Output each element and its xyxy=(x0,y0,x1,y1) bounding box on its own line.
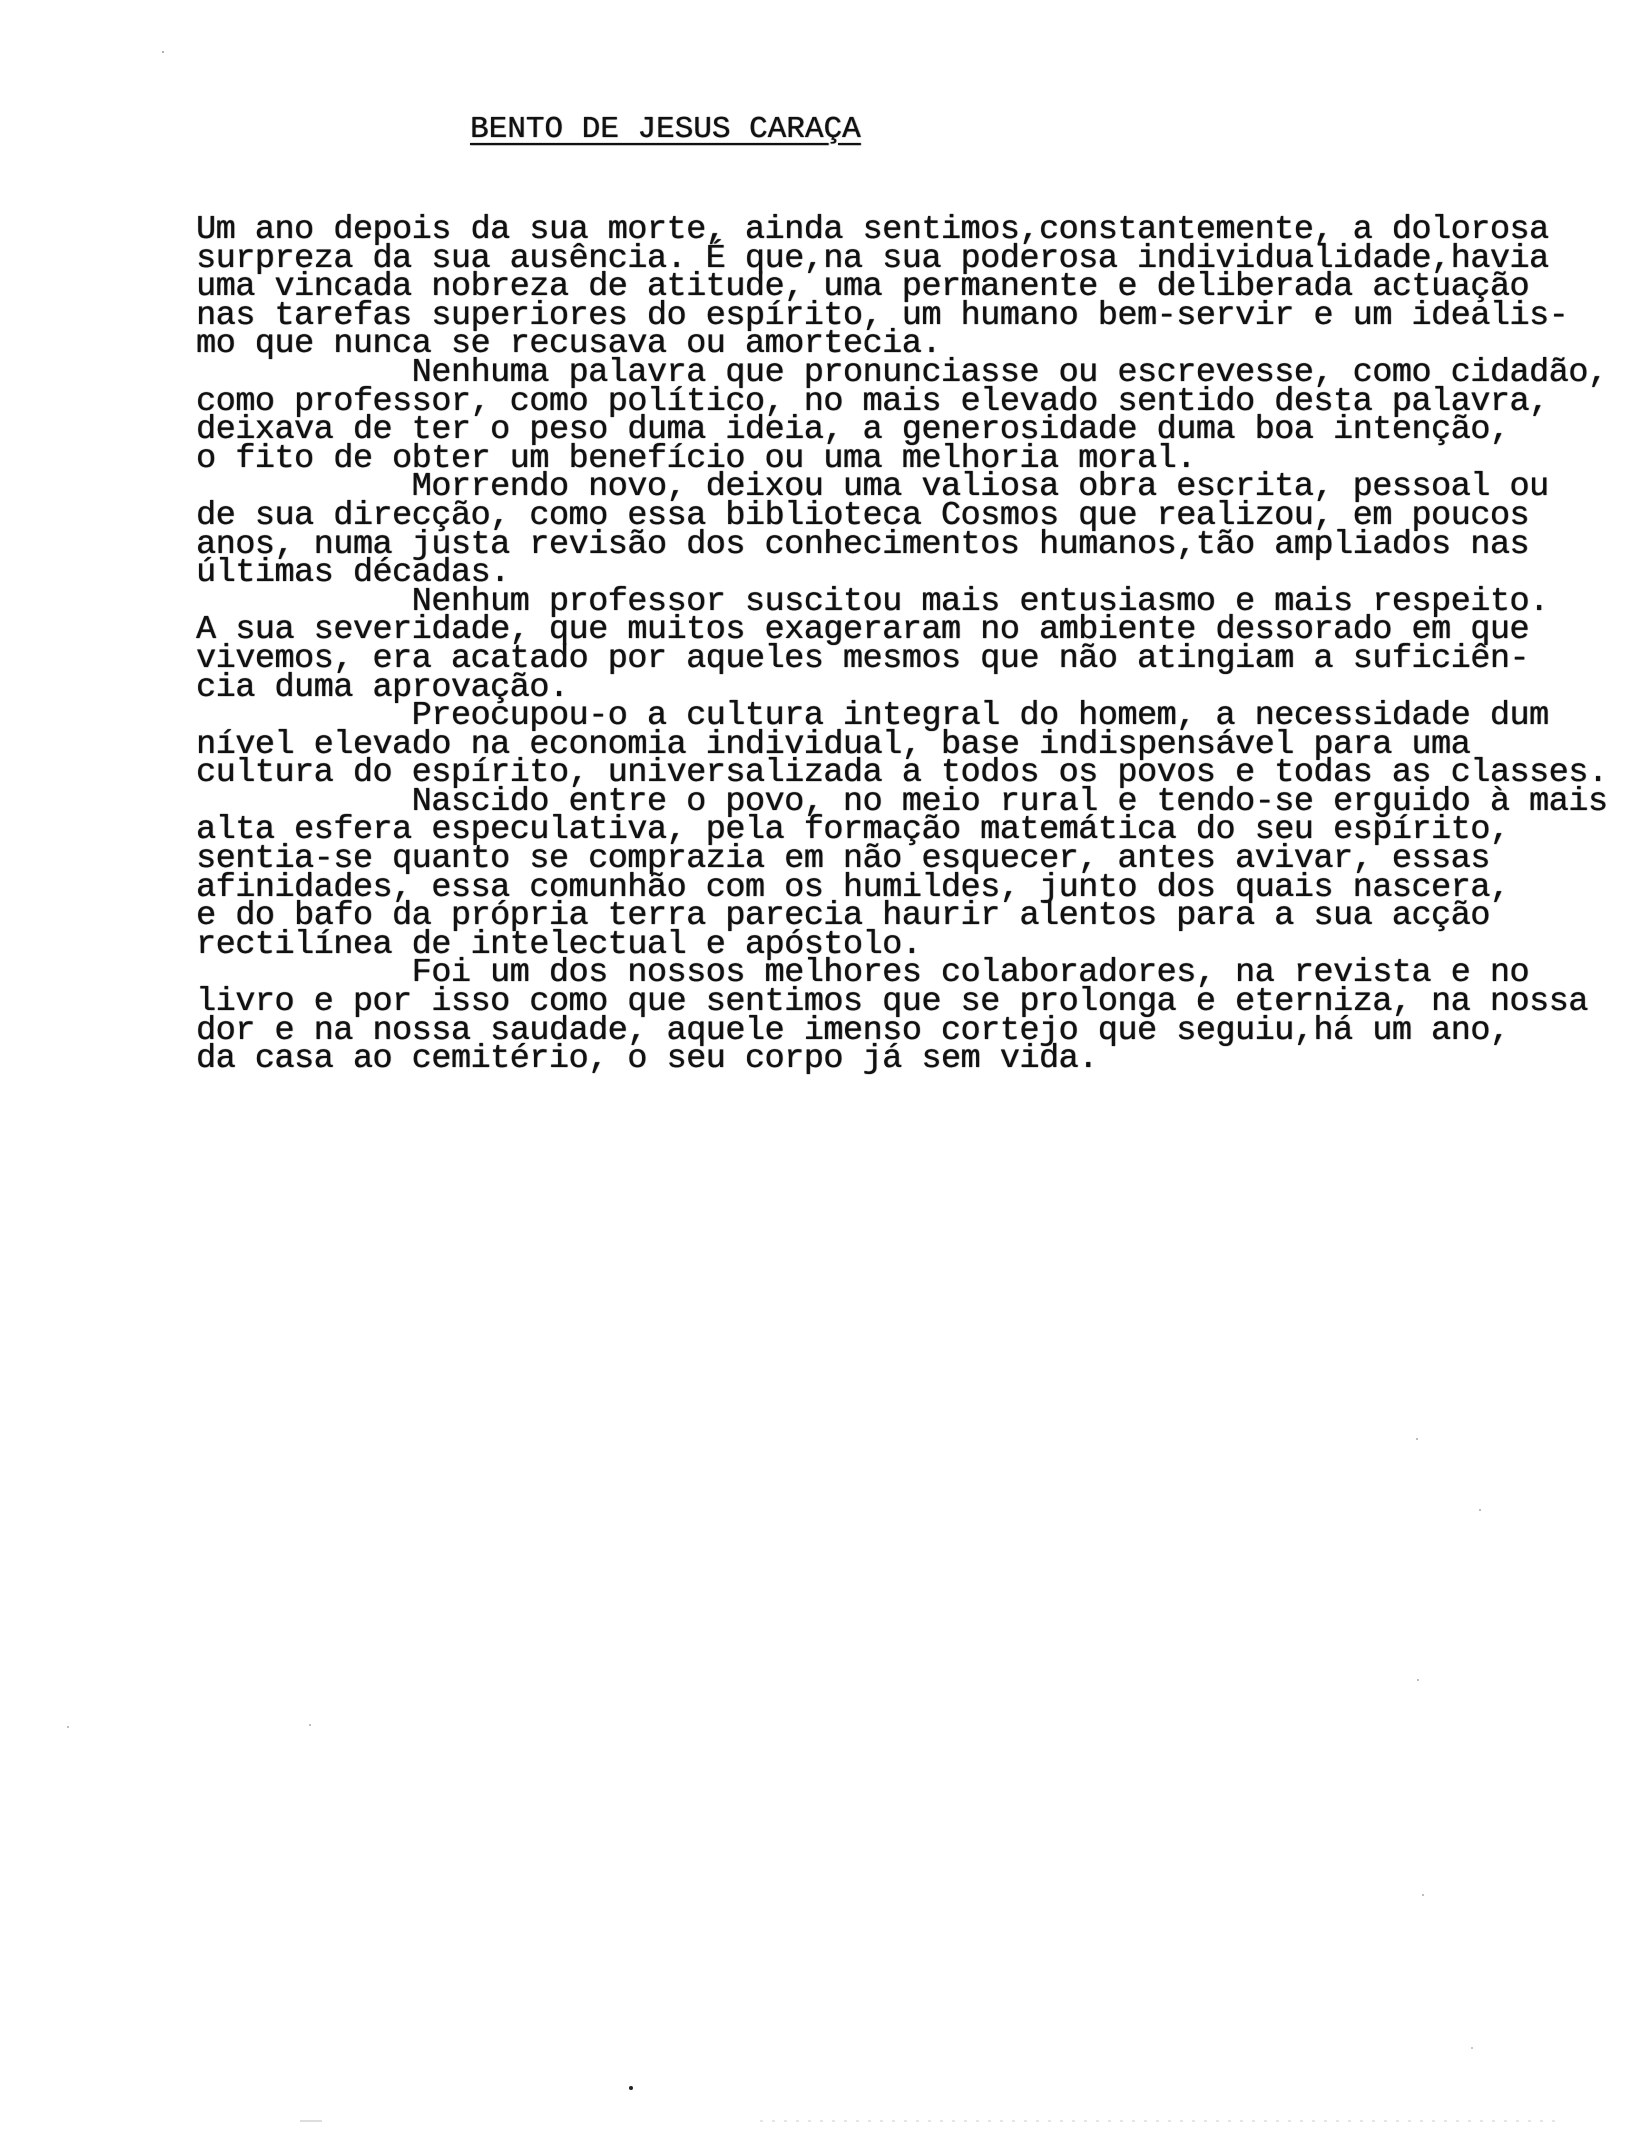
text-line-6: Nenhuma palavra que pronunciasse ou escrevesse, como cidadão, xyxy=(196,353,1608,392)
text-line-10: Morrendo novo, deixou uma valiosa obra escrita, pessoal ou xyxy=(196,468,1549,507)
text-line-14: Nenhum professor suscitou mais entusiasmo e mais respeito. xyxy=(196,582,1549,621)
text-line-25: e do bafo da própria terra parecia haurir alentos para a sua acção xyxy=(196,897,1490,936)
text-line-9: o fito de obter um benefício ou uma melhoria moral. xyxy=(196,439,1196,478)
text-line-22: alta esfera especulativa, pela formação matemática do seu espírito, xyxy=(196,811,1510,850)
text-line-28: livro e por isso como que sentimos que se prolonga e eterniza, na nossa xyxy=(196,983,1588,1022)
document-title: BENTO DE JESUS CARAÇA xyxy=(470,112,861,147)
text-line-24: afinidades, essa comunhão com os humildes, junto dos quais nascera, xyxy=(196,868,1510,907)
text-line-18: Preocupou-o a cultura integral do homem, a necessidade dum xyxy=(196,697,1549,736)
text-line-29: dor e na nossa saudade, aquele imenso cortejo que seguiu,há um ano, xyxy=(196,1011,1510,1050)
text-line-5: mo que nunca se recusava ou amortecia. xyxy=(196,325,941,364)
text-line-2: surpreza da sua ausência. É que,na sua poderosa individualidade,havia xyxy=(196,239,1549,278)
text-line-27: Foi um dos nossos melhores colaboradores, na revista e no xyxy=(196,954,1530,993)
text-line-23: sentia-se quanto se comprazia em não esquecer, antes avivar, essas xyxy=(196,840,1490,879)
text-line-15: A sua severidade, que muitos exageraram no ambiente dessorado em que xyxy=(196,611,1530,650)
text-line-17: cia duma aprovação. xyxy=(196,668,569,707)
text-line-20: cultura do espírito, universalizada a todos os povos e todas as classes. xyxy=(196,754,1608,793)
text-line-8: deixava de ter o peso duma ideia, a generosidade duma boa intenção, xyxy=(196,411,1510,450)
text-line-30: da casa ao cemitério, o seu corpo já sem vida. xyxy=(196,1040,1098,1079)
text-line-19: nível elevado na economia individual, base indispensável para uma xyxy=(196,725,1471,764)
text-line-3: uma vincada nobreza de atitude, uma permanente e deliberada actuação xyxy=(196,268,1530,307)
text-line-7: como professor, como político, no mais elevado sentido desta palavra, xyxy=(196,382,1549,421)
text-line-12: anos, numa justa revisão dos conhecimentos humanos,tão ampliados nas xyxy=(196,525,1530,564)
text-line-4: nas tarefas superiores do espírito, um humano bem-servir e um idealis- xyxy=(196,296,1569,335)
text-line-11: de sua direcção, como essa biblioteca Cosmos que realizou, em poucos xyxy=(196,496,1530,535)
text-line-16: vivemos, era acatado por aqueles mesmos que não atingiam a suficiên- xyxy=(196,639,1530,678)
text-line-13: últimas décadas. xyxy=(196,554,510,593)
text-line-21: Nascido entre o povo, no meio rural e tendo-se erguido à mais xyxy=(196,782,1608,821)
text-line-26: rectilínea de intelectual e apóstolo. xyxy=(196,925,922,964)
text-line-1: Um ano depois da sua morte, ainda sentimos,constantemente, a dolorosa xyxy=(196,211,1549,249)
